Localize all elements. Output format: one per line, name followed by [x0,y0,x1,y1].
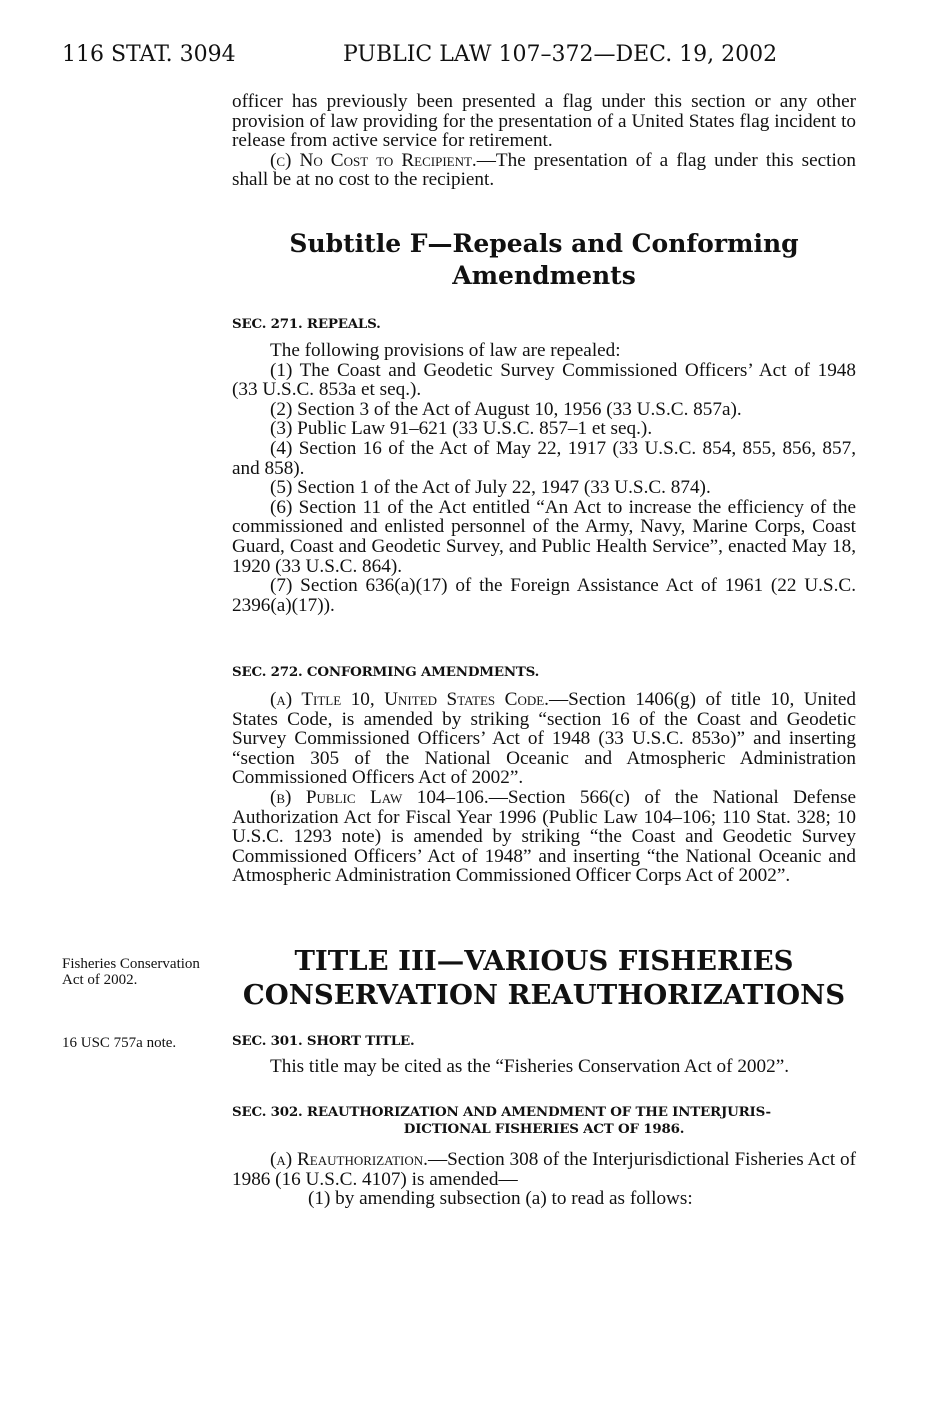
subsection-a-text: —Section 1406(g) of title 10, United States Code, is amended by striking “section 16 of the Coast and Geodetic Survey Commissioned Officers’ Act of 1948 (33 U.S.C. 853o)” and inserting “section 305 of the National Oceanic and Atmospheric Administration Commissioned Officers Act of 2002”. [232,689,856,789]
stat-citation: 116 STAT. 3094 [62,42,236,67]
sec-271-lead: The following provisions of law are repealed: [270,340,621,361]
subsection-b-label: (b) Public Law 104–106. [270,786,489,808]
sec-271-heading: SEC. 271. REPEALS. [232,316,381,332]
subsection-c-text: —The presentation of a flag under this section shall be at no cost to the recipient. [232,149,856,191]
subsection-c [232,151,856,190]
sec-272-body [232,690,856,886]
repeal-item: (4) Section 16 of the Act of May 22, 1917 (33 U.S.C. 854, 855, 856, 857, and 858). [232,437,856,479]
reauthorization-text: —Section 308 of the Interjurisdictional Fisheries Act of 1986 (16 U.S.C. 4107) is amended— [232,1149,856,1190]
subsection-c-label: (c) No Cost to Recipient. [270,149,477,171]
subsection-b-text: —Section 566(c) of the National Defense Authorization Act for Fiscal Year 1996 (Public Law 104–106; 110 Stat. 328; 10 U.S.C. 1293 note) is amended by striking “the Coast and Geodetic Survey Commissioned Officers’ Act of 1948” and inserting “the National Oceanic and Atmospheric Administration Commissioned Officer Corps Act of 2002”. [232,786,856,887]
title-line-1: TITLE III—VARIOUS FISHERIES [294,945,794,977]
subsection-a-label: (a) Title 10, United States Code. [270,689,549,710]
reauthorization-subsection [232,1150,856,1189]
subtitle-line-2: Amendments [452,261,636,290]
repeal-item: (2) Section 3 of the Act of August 10, 1956 (33 U.S.C. 857a). [270,398,742,420]
sec-302-body [232,1150,856,1209]
sec-302-heading-line-2: DICTIONAL FISHERIES ACT OF 1986. [403,1121,685,1137]
subsection-a [232,690,856,788]
law-citation: PUBLIC LAW 107–372—DEC. 19, 2002 [343,42,778,67]
title-iii-heading [232,944,856,1012]
repeal-item: (7) Section 636(a)(17) of the Foreign Assistance Act of 1961 (22 U.S.C. 2396(a)(17)). [232,575,856,616]
margin-note-short-title: Fisheries Conservation Act of 2002. [62,956,200,988]
subsection-b [232,788,856,886]
repeal-item: (3) Public Law 91–621 (33 U.S.C. 857–1 et seq.). [270,418,653,440]
short-title-text: This title may be cited as the “Fisheries Conservation Act of 2002”. [270,1056,790,1077]
reauthorization-label: (a) Reauthorization. [270,1149,428,1170]
subtitle-heading [232,228,856,292]
title-line-2: CONSERVATION REAUTHORIZATIONS [242,979,846,1011]
sec-271-body [232,341,856,615]
sec-272-heading: SEC. 272. CONFORMING AMENDMENTS. [232,664,540,680]
sec-302-heading-line-1: SEC. 302. REAUTHORIZATION AND AMENDMENT OF THE INTERJURIS- [232,1104,771,1120]
sec-301-heading: SEC. 301. SHORT TITLE. [232,1033,415,1049]
sec-302-heading [232,1104,856,1138]
margin-note-usc: 16 USC 757a note. [62,1035,177,1051]
repeal-item: (1) The Coast and Geodetic Survey Commissioned Officers’ Act of 1948 (33 U.S.C. 853a et seq.). [232,359,856,401]
intro-block [232,92,856,190]
repeal-item: (6) Section 11 of the Act entitled “An Act to increase the efficiency of the commissioned and enlisted personnel of the Army, Navy, Marine Corps, Coast Guard, Coast and Geodetic Survey, and Public Health Service”, enacted May 18, 1920 (33 U.S.C. 864). [232,496,856,577]
sec-301-body [232,1057,856,1077]
subtitle-line-1: Subtitle F—Repeals and Conforming [289,229,799,258]
amendment-item-1: (1) by amending subsection (a) to read as follows: [308,1188,693,1210]
repeal-item: (5) Section 1 of the Act of July 22, 1947 (33 U.S.C. 874). [270,477,711,499]
continued-paragraph: officer has previously been presented a flag under this section or any other provision of law providing for the presentation of a United States flag incident to release from active service for retirement. [232,91,856,152]
